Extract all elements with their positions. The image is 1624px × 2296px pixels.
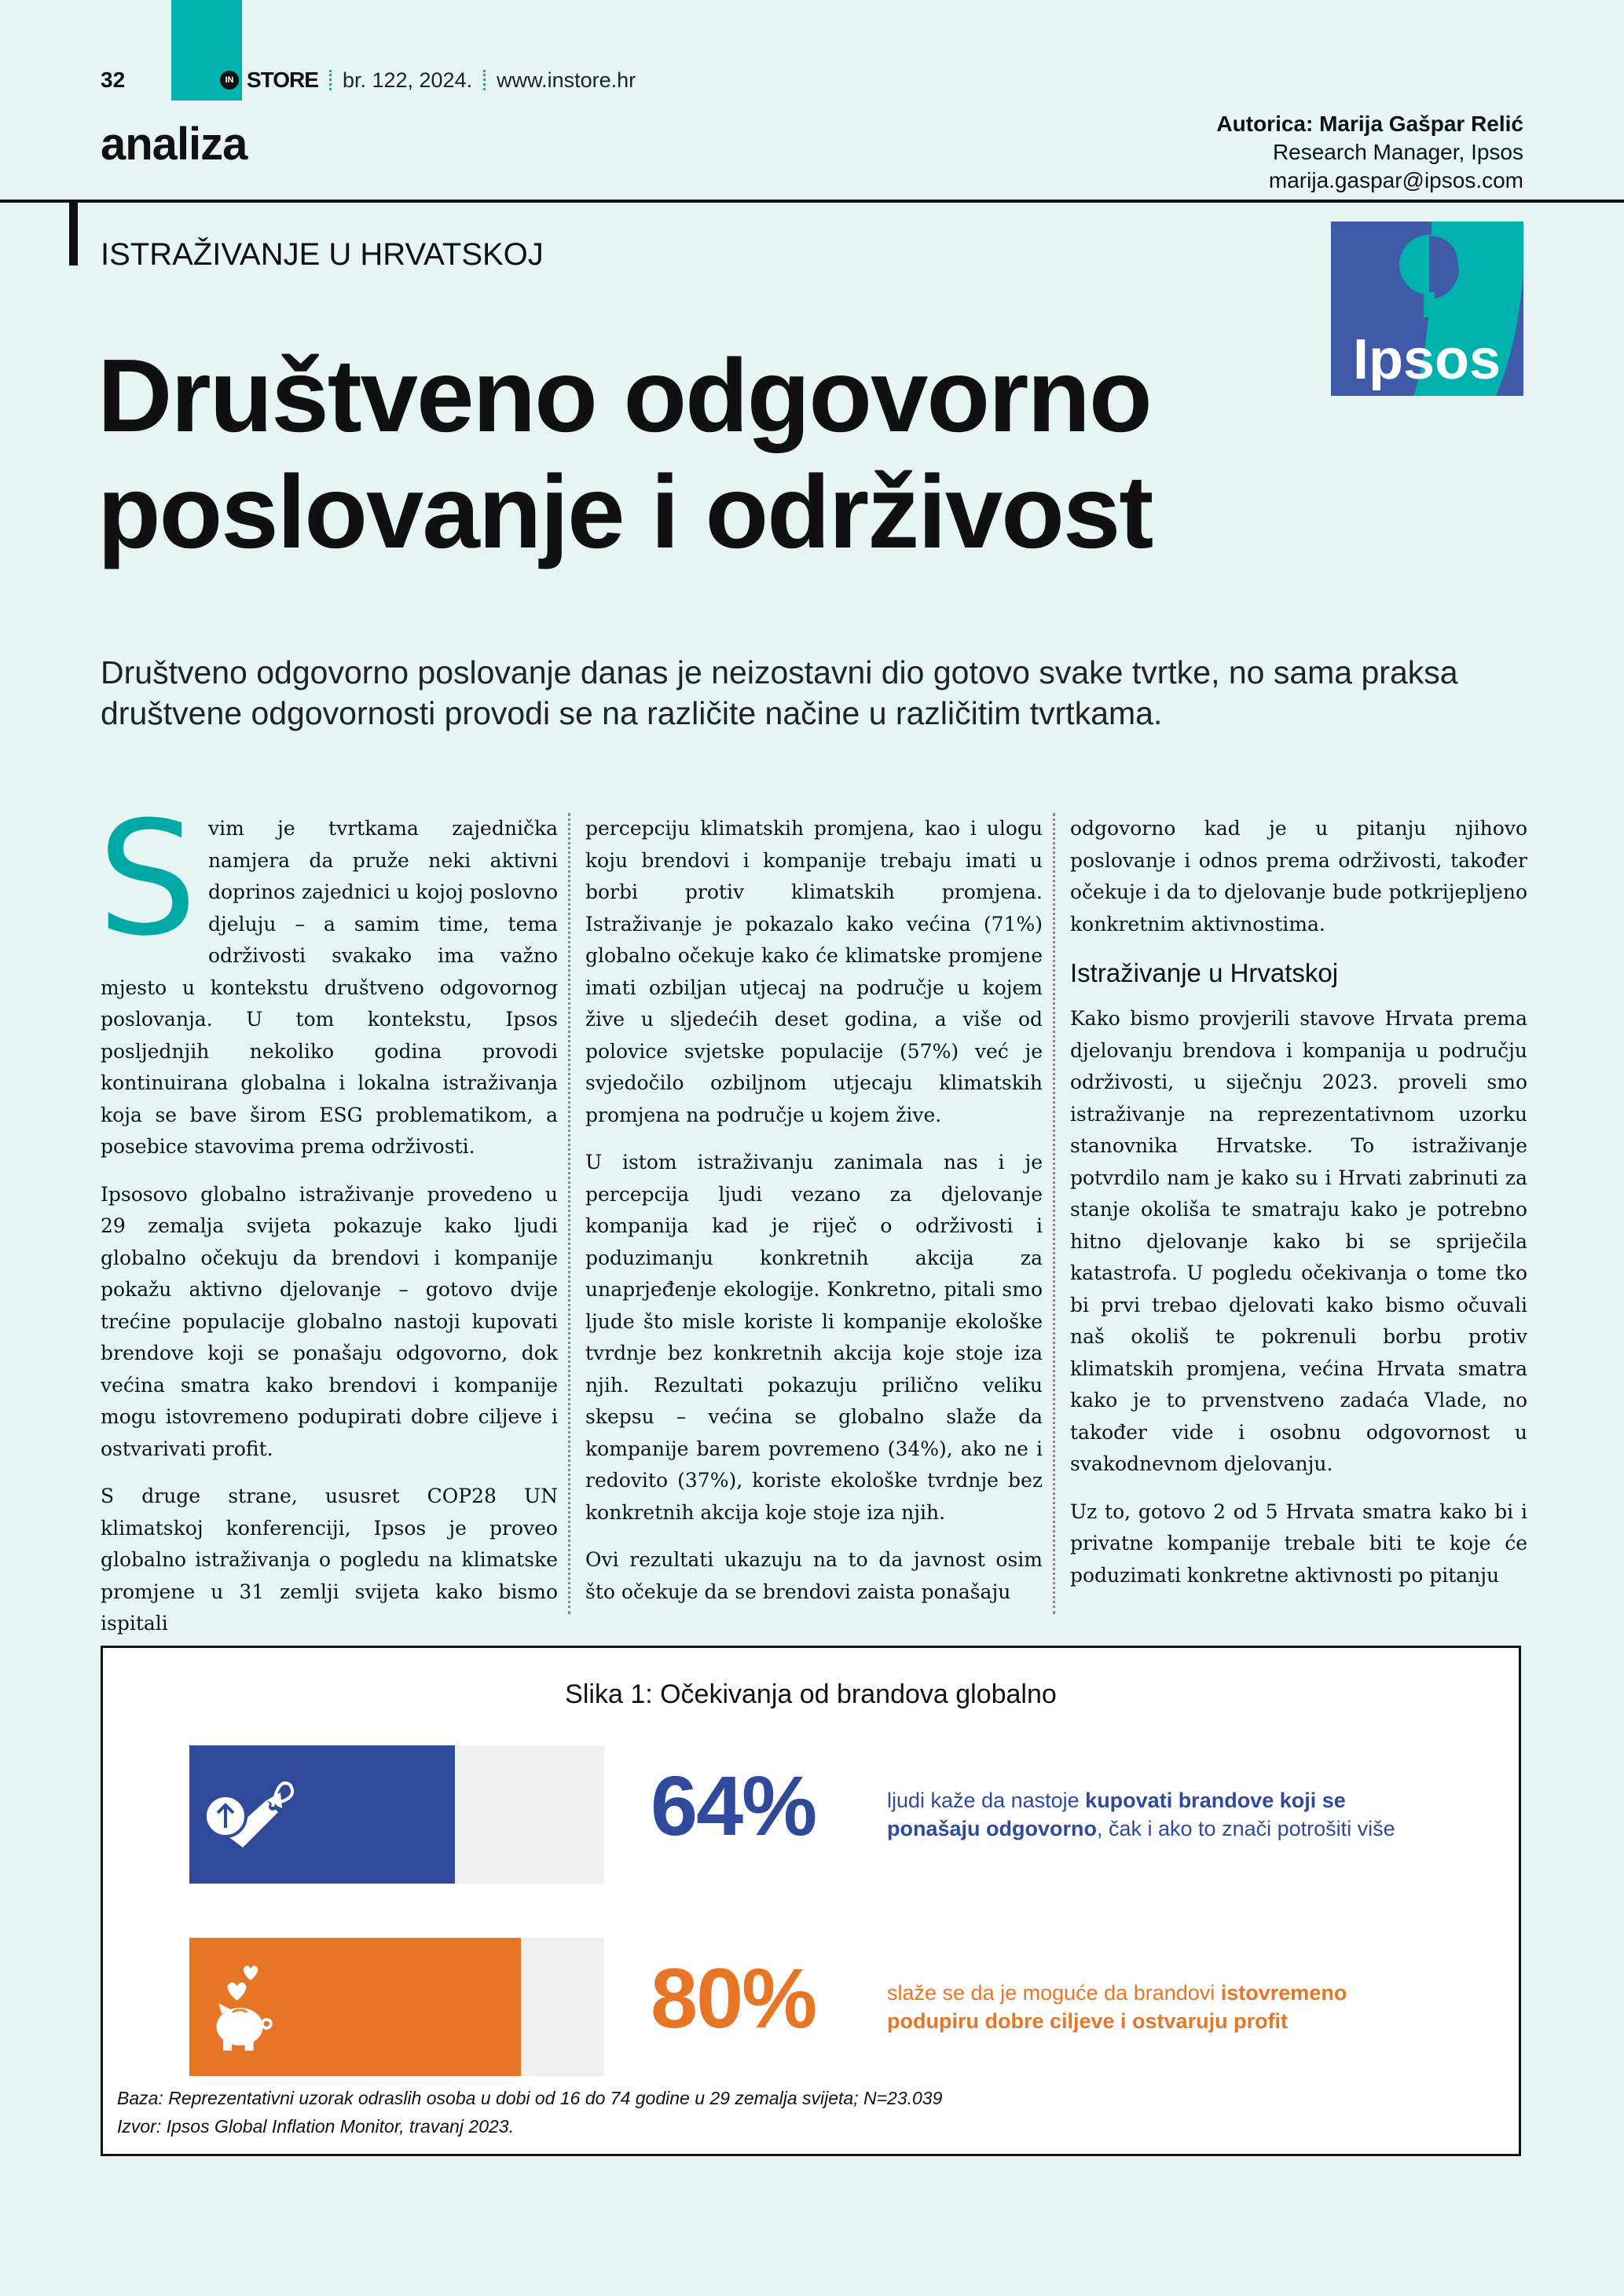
article-lead: Društveno odgovorno poslovanje danas je neizostavni dio gotovo svake tvrtke, no sama praksa društvene odgovornosti provodi se na različite načine u različitim tvrtkama. [101,654,1458,731]
kicker-bar [69,203,78,265]
paragraph-text: vim je tvrtkama zajednička namjera da pruže neki aktivni doprinos zajednici u kojoj poslovno djeluju – a samim time, tema održivosti svakako ima važno mjesto u kontekstu društveno odgovornog poslovanja. U tom kontekstu, Ipsos posljednjih nekoliko godina provodi kontinuirana globalna i lokalna istraživanja koja se bave širom ESG problematikom, a posebice stavovima prema održivosti. [101,817,558,1158]
stat-bar-track [189,1745,604,1884]
stat-percentage: 64% [651,1758,816,1853]
paragraph: Kako bismo provjerili stavove Hrvata prema djelovanju brendova i kompanija u području održivosti, u siječnju 2023. proveli smo istraživanje na reprezentativnom uzorku stanovnika Hrvatske. To istraživanje potvrdilo nam je kako su i Hrvati zabrinuti za stanje okoliša te smatraju kako je potrebno hitno djelovanje kako bi se spriječila katastrofa. U pogledu očekivanja o tome tko bi prvi trebao djelovati kako bismo očuvali naš okoliš te pokrenuli borbu protiv klimatskih promjena, većina Hrvata smatra kako je to prvenstveno zadaća Vlade, no također vide i osobnu odgovornost u svakodnevnom djelovanju. [1070,1007,1527,1475]
stat-text-plain: , čak i ako to znači potrošiti više [1097,1817,1395,1840]
figure-source-note: Izvor: Ipsos Global Inflation Monitor, travanj 2023. [117,2116,514,2137]
issue-number: br. 122, 2024. [342,68,473,92]
website-link[interactable]: www.instore.hr [497,68,636,92]
figure-title: Slika 1: Očekivanja od brandova globalno [565,1679,1057,1709]
paragraph: Ipsosovo globalno istraživanje provedeno u 29 zemalja svijeta pokazuje kako ljudi globalno očekuju da brendovi i kompanije pokažu aktivno djelovanje – gotovo dvije trećine populacije globalno nastoji kupovati brendove koji se ponašaju odgovorno, dok većina smatra kako brendovi i kompanije mogu istovremeno podupirati dobre ciljeve i ostvarivati profit. [101,1182,558,1460]
title-line-1: Društveno odgovorno [97,338,1151,453]
stat-text-bold: kupovati brandove koji se ponašaju odgovorno [887,1789,1346,1840]
title-line-2: poslovanje i održivost [97,454,1153,569]
paragraph: odgovorno kad je u pitanju njihovo poslovanje i odnos prema održivosti, također očekuje i da to djelovanje bude potkrijepljeno konkretnim aktivnostima. [1070,817,1527,936]
stat-text-plain: slaže se da je moguće da brandovi [887,1981,1221,2005]
masthead-separator [329,70,332,90]
author-role: Research Manager, Ipsos [1272,140,1523,164]
paragraph [97,788,558,1163]
paragraph: S druge strane, ususret COP28 UN klimatskoj konferenciji, Ipsos je proveo globalno istraživanja o pogledu na klimatske promjene u 31 zemlji svijeta kako bismo ispitali [101,1485,558,1635]
author-email[interactable]: marija.gaspar@ipsos.com [1268,168,1523,192]
piggy-bank-hearts-icon [203,1961,298,2056]
stat-text-bold: istovremeno podupiru dobre ciljeve i ostvaruju profit [887,1981,1347,2033]
in-badge-icon: IN [220,71,239,90]
paragraph: percepciju klimatskih promjena, kao i ulogu koju brendovi i kompanije trebaju imati u borbi protiv klimatskih promjena. Istraživanje je pokazalo kako većina (71%) globalno očekuje kako će klimatske promjene imati ozbiljan utjecaj na područje u kojem žive u sljedećih deset godina, a više od polovice svjetske populacije (57%) već je svjedočilo ozbiljnom utjecaju klimatskih promjena na područje u kojem žive. [585,817,1043,1126]
stat-description [887,1786,1421,1843]
paragraph: Uz to, gotovo 2 od 5 Hrvata smatra kako bi i privatne kompanije trebale biti te koje će poduzimati konkretne aktivnosti po pitanju [1070,1500,1527,1587]
stat-text-plain: ljudi kaže da nastoje [887,1789,1086,1812]
author-name: Autorica: Marija Gašpar Relić [1216,112,1523,136]
section-label: analiza [101,119,247,170]
masthead-separator [483,70,486,90]
column-3 [1070,813,1527,1607]
magazine-name: STORE [247,68,318,92]
column-divider [568,813,570,1614]
stat-bar-track [189,1938,604,2076]
ipsos-logo [1331,222,1523,396]
drop-cap: S [97,788,197,971]
column-2 [585,813,1043,1624]
masthead [220,68,636,93]
article-title [97,338,1152,570]
page-number: 32 [101,68,126,92]
header-rule [0,200,1624,203]
paragraph: Ovi rezultati ukazuju na to da javnost osim što očekuje da se brendovi zaista ponašaju [585,1548,1043,1603]
stat-description [887,1979,1421,2035]
kicker: ISTRAŽIVANJE U HRVATSKOJ [101,237,544,272]
paragraph: U istom istraživanju zanimala nas i je percepcija ljudi vezano za djelovanje kompanija kad je riječ o održivosti i poduzimanju konkretnih akcija za unaprjeđenje ekologije. Konkretno, pitali smo ljude što misle koriste li kompanije ekološke tvrdnje bez konkretnih akcija koje stoje iza njih. Rezultati pokazuju prilično veliku skepsu – većina se globalno slaže da kompanije barem povremeno (34%), ako ne i redovito (37%), koriste ekološke tvrdnje bez konkretnih akcija koje stoje iza njih. [585,1151,1043,1524]
column-divider [1053,813,1055,1614]
subheading: Istraživanje u Hrvatskoj [1070,958,1339,987]
column-1 [97,788,558,1656]
figure-base-note: Baza: Reprezentativni uzorak odraslih osoba u dobi od 16 do 74 godine u 29 zemalja svijeta; N=23.039 [117,2088,943,2108]
price-tag-up-arrow-icon [203,1769,298,1863]
stat-percentage: 80% [651,1950,816,2045]
author-block [1216,110,1523,195]
figure-box [101,1646,1521,2156]
ipsos-logo-text: Ipsos [1353,328,1501,391]
